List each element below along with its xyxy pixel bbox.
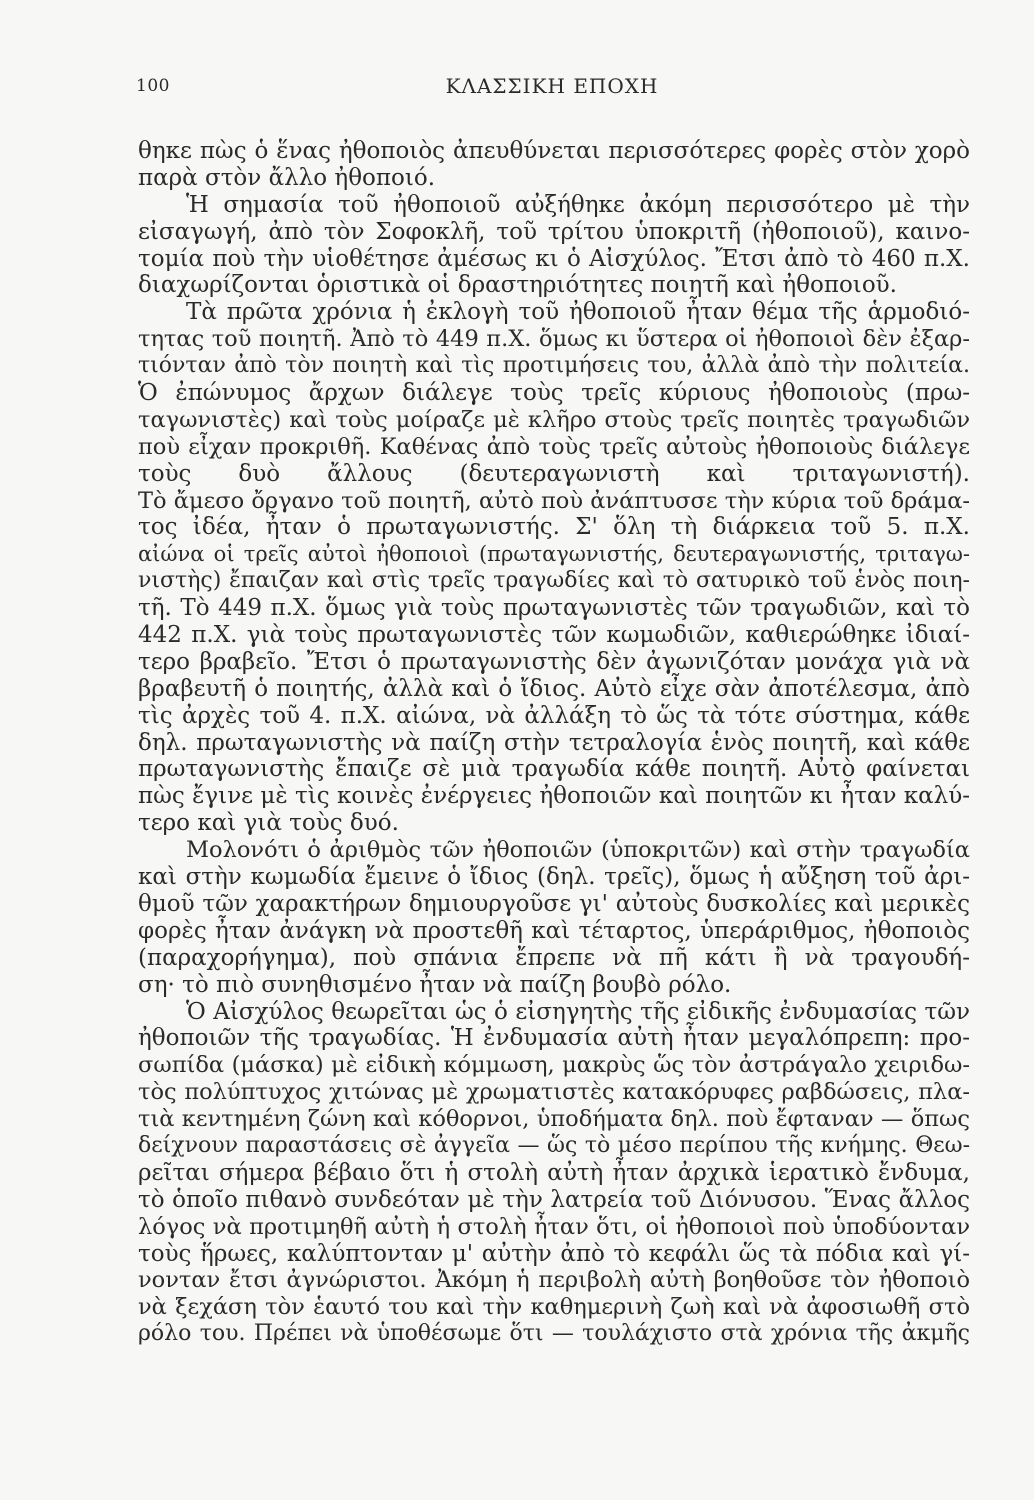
text-line: νιστὴς) ἔπαιζαν καὶ στὶς τρεῖς τραγωδίες καὶ τὸ σατυρικὸ τοῦ ἑνὸς ποιη- (138, 568, 970, 594)
text-line: ρόλο του. Πρέπει νὰ ὑποθέσωμε ὅτι — τουλάχιστο στὰ χρόνια τῆς ἀκμῆς (138, 1321, 970, 1347)
text-line: δείχνουν παραστάσεις σὲ ἀγγεῖα — ὥς τὸ μέσο περίπου τῆς κνήμης. Θεω- (138, 1132, 970, 1158)
text-line: θηκε πὼς ὁ ἕνας ἠθοποιὸς ἀπευθύνεται περισσότερες φορὲς στὸν χορὸ (138, 138, 970, 164)
text-line: τὸς πολύπτυχος χιτώνας μὲ χρωματιστὲς κατακόρυφες ραβδώσεις, πλα- (138, 1079, 970, 1106)
text-line: τερο βραβεῖο. Ἔτσι ὁ πρωταγωνιστὴς δὲν ἀγωνιζόταν μονάχα γιὰ νὰ (138, 648, 970, 675)
text-line: καὶ στὴν κωμωδία ἔμεινε ὁ ἴδιος (δηλ. τρεῖς), ὅμως ἡ αὔξηση τοῦ ἀρι- (138, 864, 970, 891)
text-line: διαχωρίζονται ὁριστικὰ οἱ δραστηριότητες ποιητῆ καὶ ἠθοποιοῦ. (138, 272, 897, 299)
text-line: φορὲς ἦταν ἀνάγκη νὰ προστεθῆ καὶ τέταρτος, ὑπεράριθμος, ἠθοποιὸς (138, 917, 970, 944)
text-line: ρεῖται σήμερα βέβαιο ὅτι ἡ στολὴ αὐτὴ ἦταν ἀρχικὰ ἱερατικὸ ἔνδυμα, (138, 1159, 970, 1186)
text-line: νονταν ἔτσι ἀγνώριστοι. Ἀκόμη ἡ περιβολὴ αὐτὴ βοηθοῦσε τὸν ἠθοποιὸ (138, 1267, 970, 1294)
text-line: τὶς ἀρχὲς τοῦ 4. π.Χ. αἰώνα, νὰ ἀλλάξη τὸ ὥς τὰ τότε σύστημα, κάθε (138, 702, 970, 729)
text-line: δηλ. πρωταγωνιστὴς νὰ παίζη στὴν τετραλογία ἑνὸς ποιητῆ, καὶ κάθε (138, 729, 970, 756)
running-head: ΚΛΑΣΣΙΚΗ ΕΠΟΧΗ (445, 74, 659, 98)
text-line: Τὰ πρῶτα χρόνια ἡ ἐκλογὴ τοῦ ἠθοποιοῦ ἦταν θέμα τῆς ἁρμοδιό- (186, 299, 970, 326)
text-line: τος ἰδέα, ἦταν ὁ πρωταγωνιστής. Σ' ὅλη τὴ διάρκεια τοῦ 5. π.Χ. (138, 514, 970, 541)
text-line: νὰ ξεχάση τὸν ἑαυτό του καὶ τὴν καθημερινὴ ζωὴ καὶ νὰ ἀφοσιωθῆ στὸ (138, 1294, 970, 1321)
text-line: παρὰ στὸν ἄλλο ἠθοποιό. (138, 164, 436, 191)
body-text (138, 138, 970, 1348)
text-line: ση· τὸ πιὸ συνηθισμένο ἦταν νὰ παίζη βουβὸ ρόλο. (138, 971, 732, 998)
text-line: λόγος νὰ προτιμηθῆ αὐτὴ ἡ στολὴ ἦταν ὅτι, οἱ ἠθοποιοὶ ποὺ ὑποδύονταν (138, 1213, 970, 1240)
text-line: Ὁ Αἰσχύλος θεωρεῖται ὡς ὁ εἰσηγητὴς τῆς εἰδικῆς ἐνδυμασίας τῶν (186, 998, 970, 1025)
text-line: τομία ποὺ τὴν υἱοθέτησε ἀμέσως κι ὁ Αἰσχύλος. Ἔτσι ἀπὸ τὸ 460 π.Χ. (138, 245, 970, 272)
text-line: βραβευτῆ ὁ ποιητής, ἀλλὰ καὶ ὁ ἴδιος. Αὐτὸ εἶχε σὰν ἀποτέλεσμα, ἀπὸ (138, 675, 970, 702)
text-line: ποὺ εἶχαν προκριθῆ. Καθένας ἀπὸ τοὺς τρεῖς αὐτοὺς ἠθοποιοὺς διάλεγε (138, 433, 970, 460)
text-line: πὼς ἔγινε μὲ τὶς κοινὲς ἐνέργειες ἠθοποιῶν καὶ ποιητῶν κι ἦταν καλύ- (138, 783, 970, 810)
text-line: σωπίδα (μάσκα) μὲ εἰδικὴ κόμμωση, μακρὺς ὥς τὸν ἀστράγαλο χειριδω- (138, 1052, 970, 1079)
text-line: Μολονότι ὁ ἀριθμὸς τῶν ἠθοποιῶν (ὑποκριτῶν) καὶ στὴν τραγωδία (186, 837, 970, 864)
text-line: πρωταγωνιστὴς ἔπαιζε σὲ μιὰ τραγωδία κάθε ποιητῆ. Αὐτὸ φαίνεται (138, 756, 970, 783)
text-line: 442 π.Χ. γιὰ τοὺς πρωταγωνιστὲς τῶν κωμωδιῶν, καθιερώθηκε ἰδιαί- (138, 622, 970, 649)
text-line: τιὰ κεντημένη ζώνη καὶ κόθορνοι, ὑποδήματα δηλ. ποὺ ἔφταναν — ὅπως (138, 1106, 970, 1133)
text-line: Ἡ σημασία τοῦ ἠθοποιοῦ αὐξήθηκε ἀκόμη περισσότερο μὲ τὴν (186, 191, 970, 218)
text-line: θμοῦ τῶν χαρακτήρων δημιουργοῦσε γι' αὐτοὺς δυσκολίες καὶ μερικὲς (138, 890, 970, 917)
text-line: τῆ. Τὸ 449 π.Χ. ὅμως γιὰ τοὺς πρωταγωνιστὲς τῶν τραγωδιῶν, καὶ τὸ (138, 595, 970, 622)
text-line: τοὺς ἥρωες, καλύπτονταν μ' αὐτὴν ἀπὸ τὸ κεφάλι ὥς τὰ πόδια καὶ γί- (138, 1240, 970, 1267)
text-line: τιόνταν ἀπὸ τὸν ποιητὴ καὶ τὶς προτιμήσεις του, ἀλλὰ ἀπὸ τὴν πολιτεία. (138, 353, 970, 379)
text-line: Ὁ ἐπώνυμος ἄρχων διάλεγε τοὺς τρεῖς κύριους ἠθοποιοὺς (πρω- (138, 380, 970, 407)
text-line: Τὸ ἄμεσο ὄργανο τοῦ ποιητῆ, αὐτὸ ποὺ ἀνάπτυσσε τὴν κύρια τοῦ δράμα- (138, 487, 970, 514)
text-line: (παραχορήγημα), ποὺ σπάνια ἔπρεπε νὰ πῆ κάτι ἢ νὰ τραγουδή- (138, 944, 970, 971)
text-line: εἰσαγωγή, ἀπὸ τὸν Σοφοκλῆ, τοῦ τρίτου ὑποκριτῆ (ἠθοποιοῦ), καινο- (138, 218, 970, 245)
text-line: ἠθοποιῶν τῆς τραγωδίας. Ἡ ἐνδυμασία αὐτὴ ἦταν μεγαλόπρεπη: προ- (138, 1025, 970, 1052)
page-number: 100 (136, 76, 170, 96)
text-line: αἰώνα οἱ τρεῖς αὐτοὶ ἠθοποιοὶ (πρωταγωνιστής, δευτεραγωνιστής, τριταγω- (138, 542, 970, 567)
text-line: τητας τοῦ ποιητῆ. Ἀπὸ τὸ 449 π.Χ. ὅμως κι ὕστερα οἱ ἠθοποιοὶ δὲν ἐξαρ- (138, 326, 970, 353)
text-line: τερο καὶ γιὰ τοὺς δυό. (138, 810, 399, 837)
text-line: τὸ ὁποῖο πιθανὸ συνδεόταν μὲ τὴν λατρεία τοῦ Διόνυσου. Ἕνας ἄλλος (138, 1186, 970, 1213)
text-line: τοὺς δυὸ ἄλλους (δευτεραγωνιστὴ καὶ τριταγωνιστή). (138, 460, 970, 487)
text-line: ταγωνιστὲς) καὶ τοὺς μοίραζε μὲ κλῆρο στοὺς τρεῖς ποιητὲς τραγωδιῶν (138, 406, 970, 433)
